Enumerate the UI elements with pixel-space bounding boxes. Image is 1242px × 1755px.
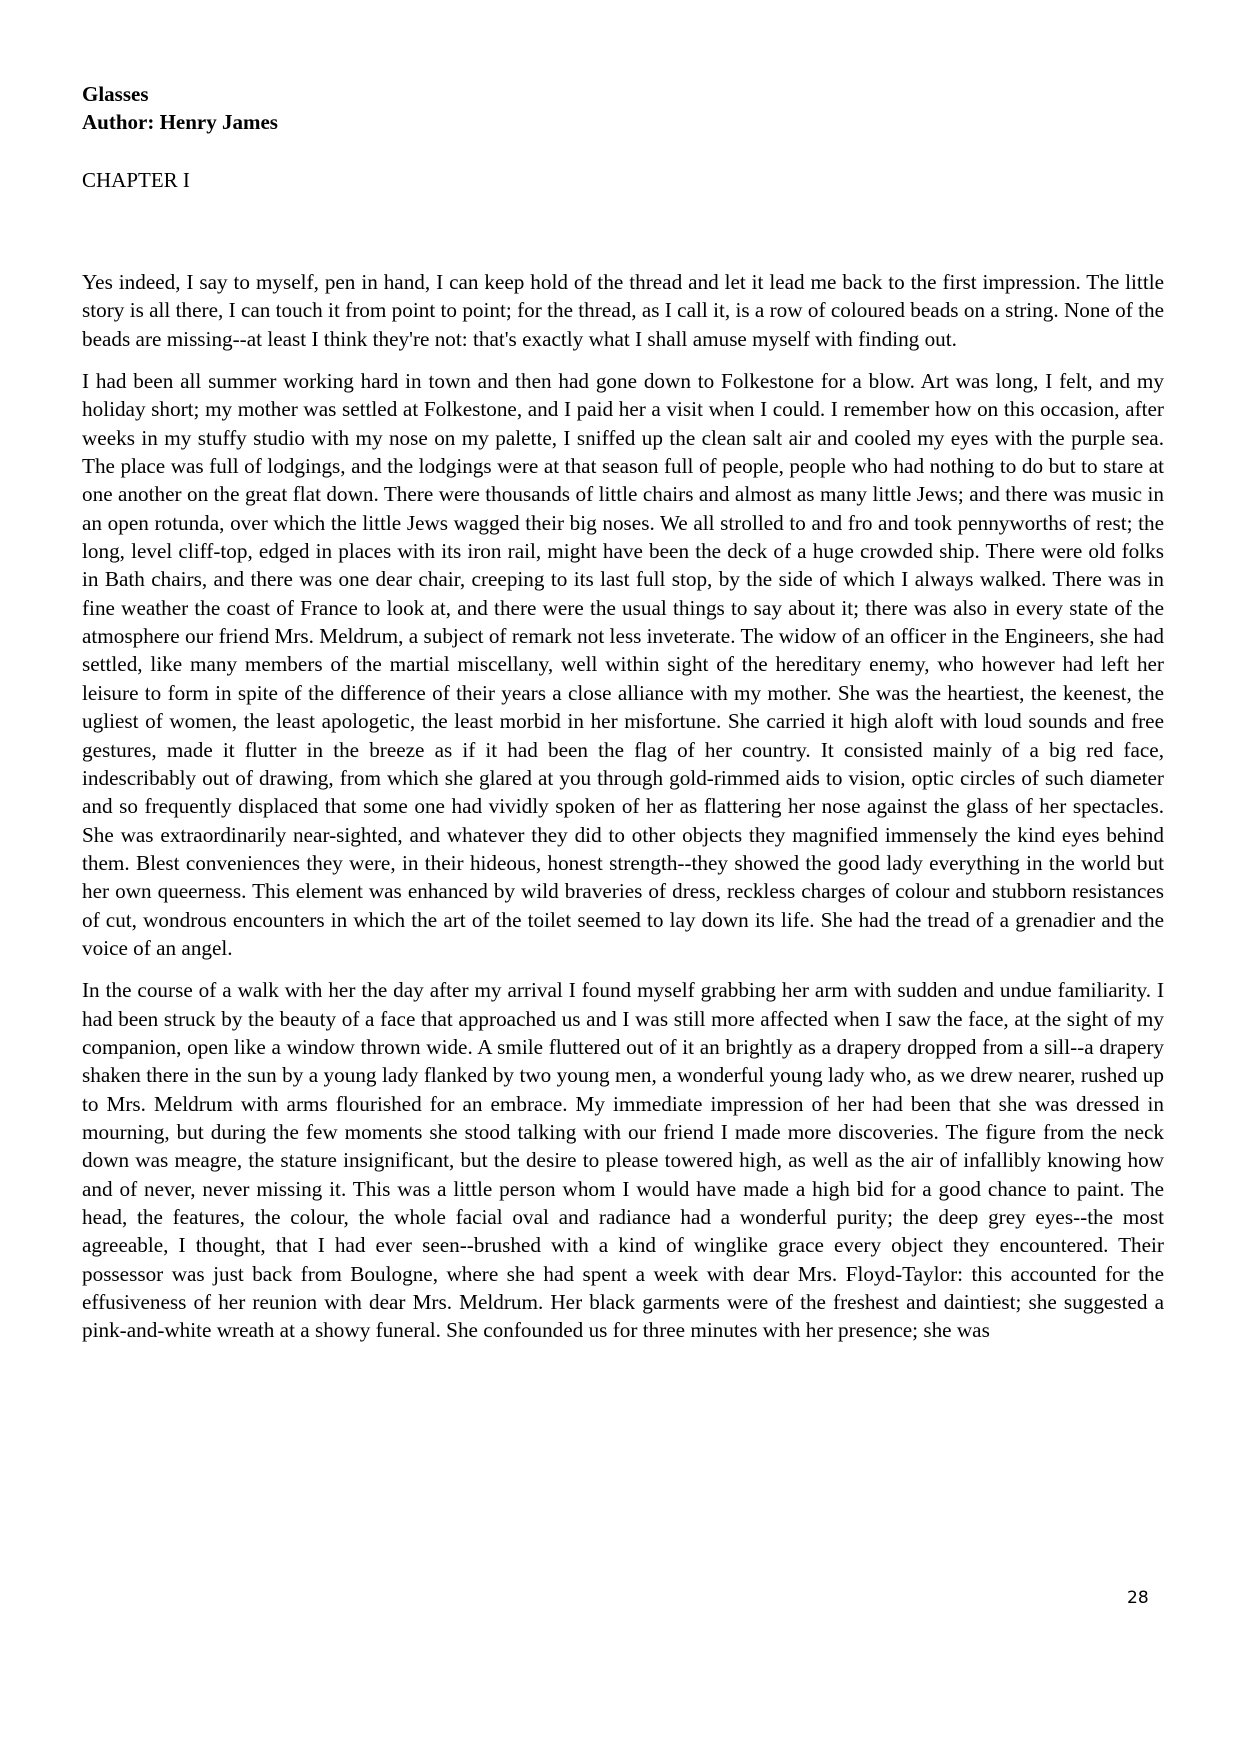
title-block [82, 80, 1164, 136]
page-number: 28 [1127, 1588, 1149, 1608]
paragraph: In the course of a walk with her the day after my arrival I found myself grabbing her arm with sudden and undue familiarity. I had been struck by the beauty of a face that approached us and I was still more affected when I saw the face, at the sight of my companion, open like a window thrown wide. A smile fluttered out of it an brightly as a drapery dropped from a sill--a drapery shaken there in the sun by a young lady flanked by two young men, a wonderful young lady who, as we drew nearer, rushed up to Mrs. Meldrum with arms flourished for an embrace. My immediate impression of her had been that she was dressed in mourning, but during the few moments she stood talking with our friend I made more discoveries. The figure from the neck down was meagre, the stature insignificant, but the desire to please towered high, as well as the air of infallibly knowing how and of never, never missing it. This was a little person whom I would have made a high bid for a good chance to paint. The head, the features, the colour, the whole facial oval and radiance had a wonderful purity; the deep grey eyes--the most agreeable, I thought, that I had ever seen--brushed with a kind of winglike grace every object they encountered. Their possessor was just back from Boulogne, where she had spent a week with dear Mrs. Floyd-Taylor: this accounted for the effusiveness of her reunion with dear Mrs. Meldrum. Her black garments were of the freshest and daintiest; she suggested a pink-and-white wreath at a showy funeral. She confounded us for three minutes with her presence; she was [82, 978, 1164, 1343]
book-title: Glasses [82, 82, 149, 106]
page-content [82, 80, 1164, 1359]
body-text [82, 268, 1164, 1345]
paragraph: Yes indeed, I say to myself, pen in hand, I can keep hold of the thread and let it lead me back to the first impression. The little story is all there, I can touch it from point to point; for the thread, as I call it, is a row of coloured beads on a string. None of the beads are missing--at least I think they're not: that's exactly what I shall amuse myself with finding out. [82, 270, 1164, 351]
paragraph: I had been all summer working hard in town and then had gone down to Folkestone for a blow. Art was long, I felt, and my holiday short; my mother was settled at Folkestone, and I paid her a visit when I could. I remember how on this occasion, after weeks in my stuffy studio with my nose on my palette, I sniffed up the clean salt air and cooled my eyes with the purple sea. The place was full of lodgings, and the lodgings were at that season full of people, people who had nothing to do but to stare at one another on the great flat down. There were thousands of little chairs and almost as many little Jews; and there was music in an open rotunda, over which the little Jews wagged their big noses. We all strolled to and fro and took pennyworths of rest; the long, level cliff-top, edged in places with its iron rail, might have been the deck of a huge crowded ship. There were old folks in Bath chairs, and there was one dear chair, creeping to its last full stop, by the side of which I always walked. There was in fine weather the coast of France to look at, and there were the usual things to say about it; there was also in every state of the atmosphere our friend Mrs. Meldrum, a subject of remark not less inveterate. The widow of an officer in the Engineers, she had settled, like many members of the martial miscellany, well within sight of the hereditary enemy, who however had left her leisure to form in spite of the difference of their years a close alliance with my mother. She was the heartiest, the keenest, the ugliest of women, the least apologetic, the least morbid in her misfortune. She carried it high aloft with loud sounds and free gestures, made it flutter in the breeze as if it had been the flag of her country. It consisted mainly of a big red face, indescribably out of drawing, from which she glared at you through gold-rimmed aids to vision, optic circles of such diameter and so frequently displaced that some one had vividly spoken of her as flattering her nose against the glass of her spectacles. She was extraordinarily near-sighted, and whatever they did to other objects they magnified immensely the kind eyes behind them. Blest conveniences they were, in their hideous, honest strength--they showed the good lady everything in the world but her own queerness. This element was enhanced by wild braveries of dress, reckless charges of colour and stubborn resistances of cut, wondrous encounters in which the art of the toilet seemed to lay down its life. She had the tread of a grenadier and the voice of an angel. [82, 369, 1164, 960]
chapter-heading: CHAPTER I [82, 168, 190, 192]
author-line: Author: Henry James [82, 110, 278, 134]
